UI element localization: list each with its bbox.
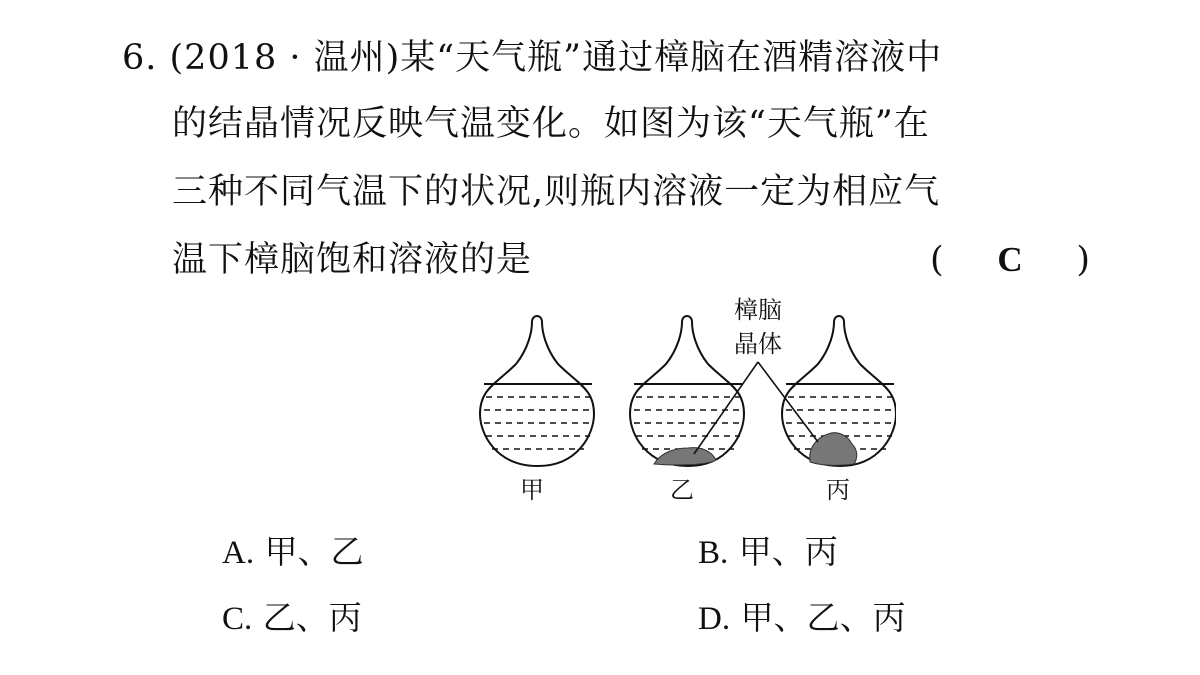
option-b-text: 甲、丙: [738, 532, 838, 571]
annotation-line-1: 樟脑: [734, 296, 782, 324]
annotation-pointer: [694, 362, 818, 454]
bottle-label-yi: 乙: [670, 476, 694, 504]
question-line-1: 6. (2018 · 温州)某“天气瓶”通过樟脑在酒精溶液中: [122, 38, 943, 78]
answer-bracket: [930, 240, 1090, 280]
option-c-text: 乙、丙: [262, 598, 362, 637]
option-a[interactable]: [222, 532, 364, 573]
bottle-jia: [480, 316, 594, 466]
option-a-letter: A.: [222, 535, 255, 571]
bottle-yi: [630, 316, 744, 466]
option-b[interactable]: [698, 532, 838, 573]
camphor-crystal-yi: [654, 448, 716, 465]
annotation-line-2: 晶体: [734, 330, 782, 358]
option-d-text: 甲、乙、丙: [740, 598, 906, 637]
option-d[interactable]: [698, 598, 906, 639]
question-line-4: 温下樟脑饱和溶液的是: [172, 240, 533, 280]
bottle-bing: [782, 316, 896, 466]
bracket-open: (: [930, 240, 944, 280]
bottle-label-jia: 甲: [520, 476, 544, 504]
option-a-text: 甲、乙: [264, 532, 364, 571]
bracket-close: ): [1076, 240, 1090, 280]
answer-letter: C: [997, 240, 1023, 279]
bottle-label-bing: 丙: [826, 476, 850, 504]
camphor-crystal-bing: [810, 433, 857, 466]
option-d-letter: D.: [698, 601, 731, 637]
question-line-2: 的结晶情况反映气温变化。如图为该“天气瓶”在: [172, 104, 930, 144]
option-c[interactable]: [222, 598, 362, 639]
weather-bottle-figure: [476, 294, 896, 504]
option-c-letter: C.: [222, 601, 253, 637]
option-b-letter: B.: [698, 535, 729, 571]
question-line-3: 三种不同气温下的状况,则瓶内溶液一定为相应气: [172, 172, 941, 212]
